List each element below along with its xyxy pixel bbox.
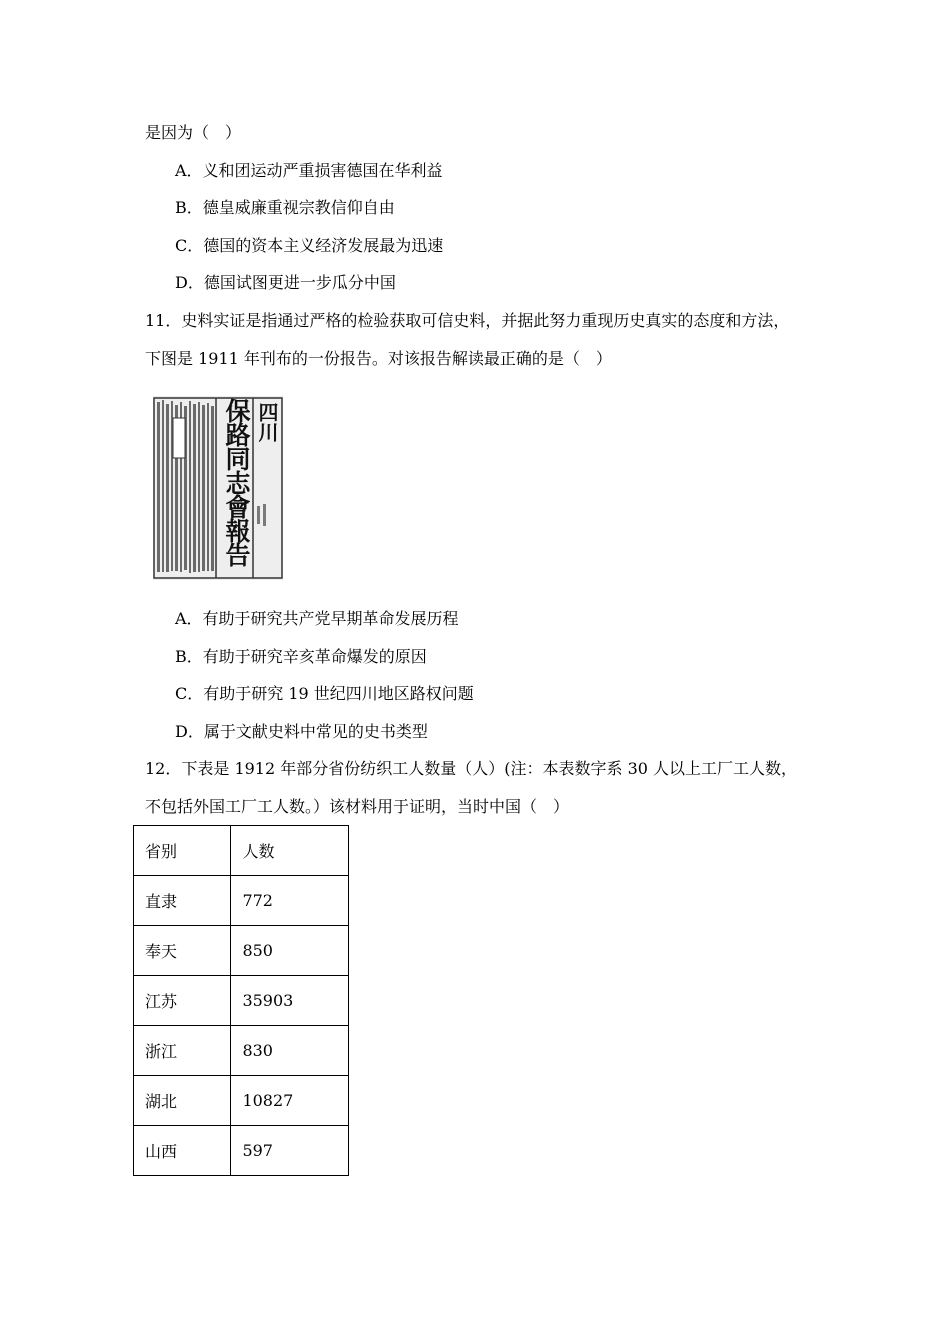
table-row xyxy=(134,926,349,976)
table-cell-count: 830 xyxy=(231,1026,349,1076)
q10-option-d: D．德国试图更进一步瓜分中国 xyxy=(175,273,396,292)
q11-option-d: D．属于文献史料中常见的史书类型 xyxy=(175,722,428,741)
q10-option-c: C．德国的资本主义经济发展最为迅速 xyxy=(175,236,444,255)
worker-count-table xyxy=(133,825,349,1176)
q10-option-b: B．德皇威廉重视宗教信仰自由 xyxy=(175,198,395,217)
table-header-count: 人数 xyxy=(231,826,349,876)
table-cell-province: 奉天 xyxy=(134,926,231,976)
report-title-right: 四川 xyxy=(255,402,279,442)
table-header-province: 省别 xyxy=(134,826,231,876)
q11-option-c: C．有助于研究 19 世纪四川地区路权问题 xyxy=(175,684,474,703)
table-cell-count: 35903 xyxy=(231,976,349,1026)
table-row xyxy=(134,976,349,1026)
q11-option-b: B．有助于研究辛亥革命爆发的原因 xyxy=(175,647,427,666)
q12-stem-line2: 不包括外国工厂工人数。）该材料用于证明，当时中国（ ） xyxy=(145,797,570,816)
table-cell-count: 10827 xyxy=(231,1076,349,1126)
table-cell-count: 850 xyxy=(231,926,349,976)
table-cell-province: 直隶 xyxy=(134,876,231,926)
q11-option-a: A．有助于研究共产党早期革命发展历程 xyxy=(175,609,459,628)
table-cell-province: 江苏 xyxy=(134,976,231,1026)
table-row xyxy=(134,876,349,926)
table-header-row xyxy=(134,826,349,876)
q10-stem-end: 是因为（ ） xyxy=(145,123,242,142)
table-cell-count: 772 xyxy=(231,876,349,926)
table-cell-province: 湖北 xyxy=(134,1076,231,1126)
table-row xyxy=(134,1026,349,1076)
table-cell-province: 浙江 xyxy=(134,1026,231,1076)
table-cell-count: 597 xyxy=(231,1126,349,1176)
q11-stem-line1: 11．史料实证是指通过严格的检验获取可信史料，并据此努力重现历史真实的态度和方法， xyxy=(145,311,790,330)
table-row xyxy=(134,1126,349,1176)
report-title-main: 保路同志會報告 xyxy=(222,398,251,566)
q12-stem-line1: 12．下表是 1912 年部分省份纺织工人数量（人）(注：本表数字系 30 人以上工厂工人数， xyxy=(145,759,798,778)
q11-stem-line2: 下图是 1911 年刊布的一份报告。对该报告解读最正确的是（ ） xyxy=(145,349,612,368)
q10-option-a: A．义和团运动严重损害德国在华利益 xyxy=(175,161,443,180)
table-cell-province: 山西 xyxy=(134,1126,231,1176)
table-row xyxy=(134,1076,349,1126)
report-photo xyxy=(153,396,283,580)
